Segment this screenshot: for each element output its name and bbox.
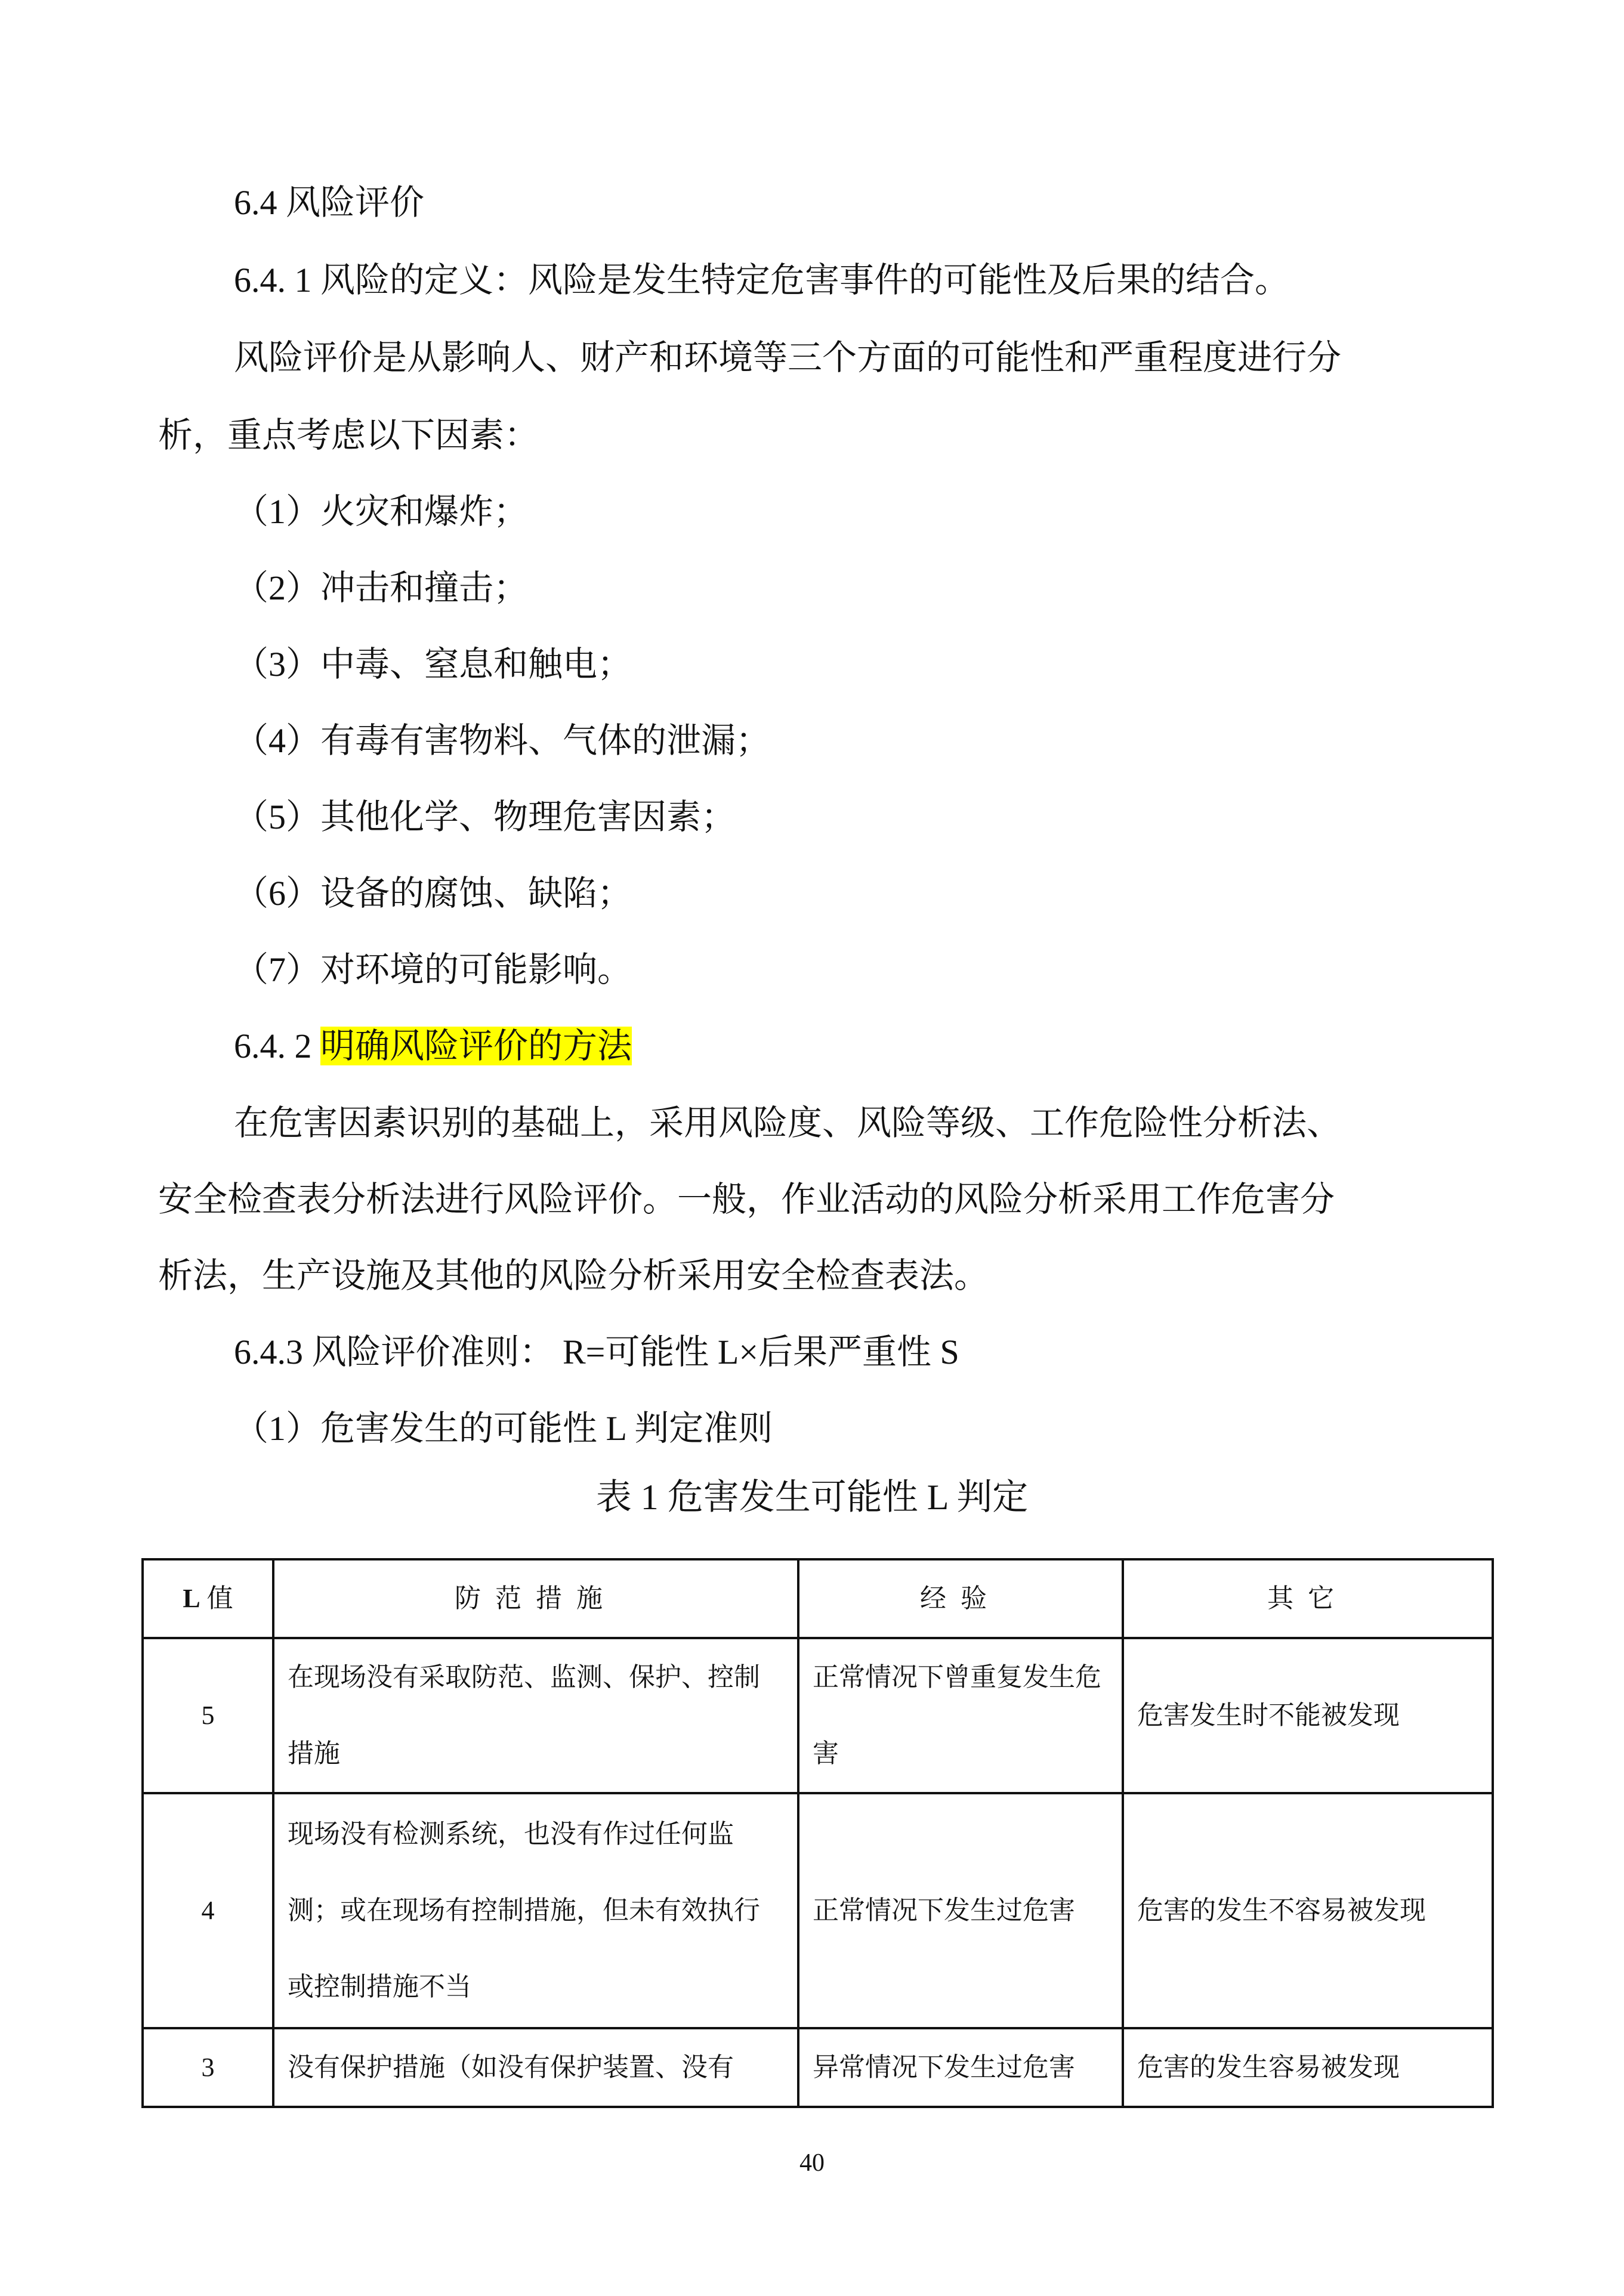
method-paragraph-line-2: 安全检查表分析法进行风险评价。一般，作业活动的风险分析采用工作危害分 [158,1180,1335,1219]
intro-paragraph-line-2: 析，重点考虑以下因素： [158,416,539,455]
likelihood-criteria-subheading: （1）危害发生的可能性 L 判定准则 [234,1409,773,1448]
measures-cell: 在现场没有采取防范、监测、保护、控制措施 [273,1638,798,1793]
table-caption: 表 1 危害发生可能性 L 判定 [595,1478,1029,1517]
l-value-cell: 4 [143,1793,273,2028]
factor-item: （2）冲击和撞击； [234,568,529,607]
header-l-value: L 值 [143,1559,273,1638]
other-cell: 危害的发生容易被发现 [1123,2028,1493,2107]
intro-paragraph-line-1: 风险评价是从影响人、财产和环境等三个方面的可能性和严重程度进行分 [234,338,1342,377]
method-paragraph-line-1: 在危害因素识别的基础上，采用风险度、风险等级、工作危险性分析法、 [234,1104,1342,1142]
other-cell: 危害的发生不容易被发现 [1123,1793,1493,2028]
table-header-row [143,1559,1493,1638]
factor-item: （7）对环境的可能影响。 [234,950,632,989]
experience-cell: 异常情况下发生过危害 [798,2028,1123,2107]
l-value-cell: 5 [143,1638,273,1793]
header-other: 其它 [1123,1559,1493,1638]
risk-definition: 6.4. 1 风险的定义：风险是发生特定危害事件的可能性及后果的结合。 [234,261,1290,299]
factor-item: （1）火灾和爆炸； [234,492,529,531]
page-number: 40 [799,2149,825,2177]
highlighted-method-title: 明确风险评价的方法 [320,1027,632,1065]
table-row [143,1793,1493,2028]
factor-item: （3）中毒、窒息和触电； [234,645,632,684]
header-measures: 防范措施 [273,1559,798,1638]
factor-item: （4）有毒有害物料、气体的泄漏； [234,721,771,760]
method-number: 6.4. 2 [234,1027,320,1065]
method-heading [234,1022,632,1070]
section-heading: 6.4 风险评价 [234,183,425,222]
measures-cell: 没有保护措施（如没有保护装置、没有 [273,2028,798,2107]
other-cell: 危害发生时不能被发现 [1123,1638,1493,1793]
table-row [143,1638,1493,1793]
measures-cell: 现场没有检测系统，也没有作过任何监测；或在现场有控制措施，但未有效执行或控制措施不当 [273,1793,798,2028]
factor-item: （5）其他化学、物理危害因素； [234,798,736,836]
factor-item: （6）设备的腐蚀、缺陷； [234,874,632,913]
evaluation-criteria: 6.4.3 风险评价准则： R=可能性 L×后果严重性 S [234,1333,959,1371]
method-paragraph-line-3: 析法，生产设施及其他的风险分析采用安全检查表法。 [158,1256,989,1295]
l-value-cell: 3 [143,2028,273,2107]
header-experience: 经验 [798,1559,1123,1638]
likelihood-table [141,1558,1494,2108]
experience-cell: 正常情况下发生过危害 [798,1793,1123,2028]
experience-cell: 正常情况下曾重复发生危害 [798,1638,1123,1793]
table-row [143,2028,1493,2107]
